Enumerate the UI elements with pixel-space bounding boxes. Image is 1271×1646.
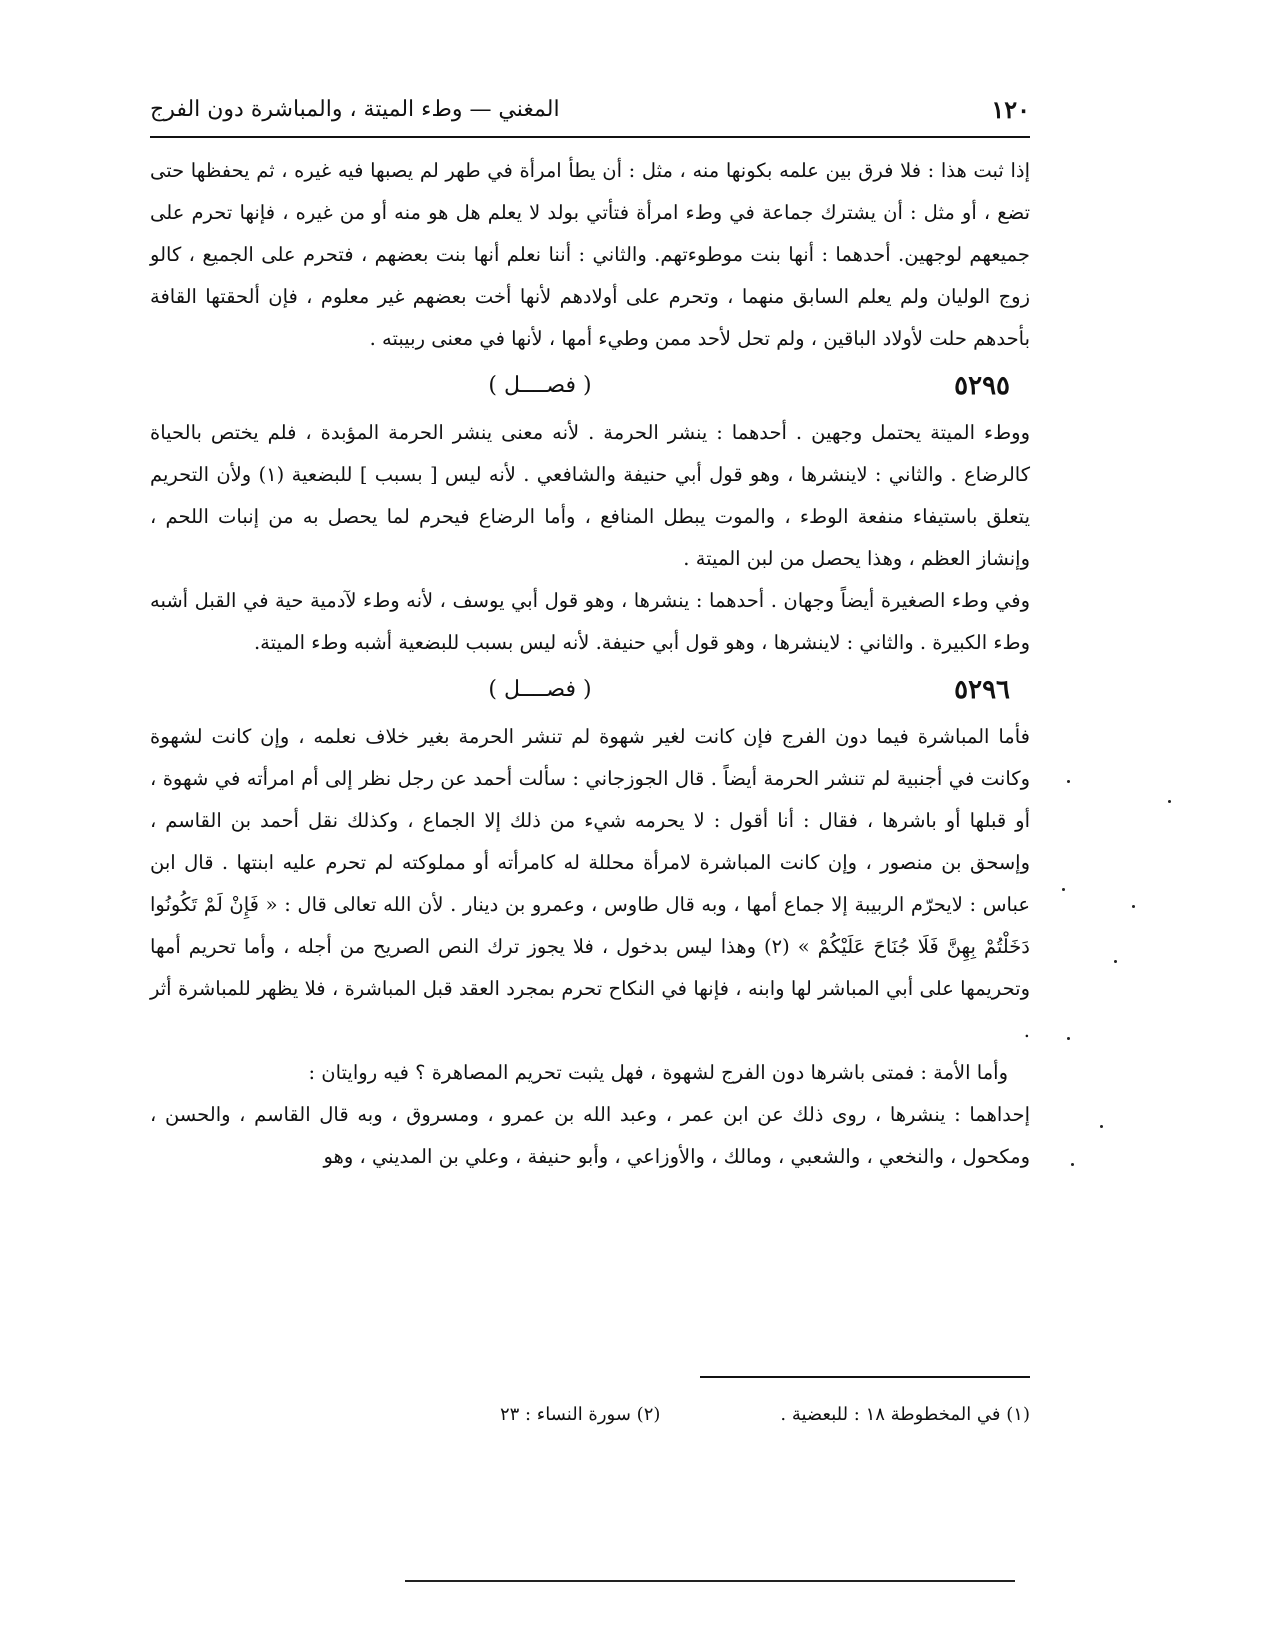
paragraph: وفي وطء الصغيرة أيضاً وجهان . أحدهما : ينشرها ، وهو قول أبي يوسف ، لأنه وطء لآدمية حية في القبل أشبه وطء الكبيرة . والثاني : لاينشرها ، وهو قول أبي حنيفة. لأنه ليس بسبب للبضعية أشبه وطء الميتة. (150, 589, 1030, 654)
scan-speck (1067, 1037, 1070, 1040)
header-title: المغني — وطء الميتة ، والمباشرة دون الفرج (150, 96, 560, 122)
paragraph: وأما الأمة : فمتى باشرها دون الفرج لشهوة ، فهل يثبت تحريم المصاهرة ؟ فيه روايتان : (308, 1061, 1008, 1084)
paragraph: ووطء الميتة يحتمل وجهين . أحدهما : ينشر الحرمة . لأنه معنى ينشر الحرمة المؤبدة ، فلم يختص بالحياة كالرضاع . والثاني : لاينشرها ، وهو قول أبي حنيفة والشافعي . لأنه ليس [ بسبب ] للبضعية (١) ولأن التحريم يتعلق باستيفاء منفعة الوطء ، والموت يبطل المنافع ، وأما الرضاع فيحرم لما يحصل به من إنبات اللحم ، وإنشاز العظم ، وهذا يحصل من لبن الميتة . (150, 421, 1031, 570)
running-header (150, 84, 1030, 134)
scan-speck (1168, 800, 1171, 803)
main-text (150, 150, 1030, 1178)
page-number: ١٢٠ (991, 94, 1030, 124)
paragraph: إحداهما : ينشرها ، روى ذلك عن ابن عمر ، وعبد الله بن عمرو ، ومسروق ، وبه قال القاسم ، والحسن ، ومكحول ، والنخعي ، والشعبي ، ومالك ، والأوزاعي ، وأبو حنيفة ، وعلي بن المديني ، وهو (150, 1103, 1030, 1168)
section-number: ٥٢٩٦ (954, 675, 1010, 705)
scan-speck (1114, 960, 1117, 963)
bottom-rule (405, 1580, 1015, 1582)
footnote: (١) في المخطوطة ١٨ : للبعضية . (780, 1404, 1030, 1425)
section-heading (150, 360, 1030, 412)
scan-speck (1071, 1163, 1074, 1166)
scan-speck (1100, 1125, 1103, 1128)
section-number: ٥٢٩٥ (954, 371, 1010, 401)
section-title: ( فصــــل ) (488, 373, 592, 398)
footnote-rule (700, 1376, 1030, 1378)
scan-speck (1132, 905, 1135, 908)
scan-speck (1062, 888, 1065, 891)
footnotes (350, 1404, 1030, 1425)
header-rule (150, 136, 1030, 138)
paragraph: إذا ثبت هذا : فلا فرق بين علمه بكونها منه ، مثل : أن يطأ امرأة في طهر لم يصبها فيه غيره ، ثم يحفظها حتى تضع ، أو مثل : أن يشترك جماعة في وطء امرأة فتأتي بولد لا يعلم هل هو منه أو من غيره ، فإنها تحرم على جميعهم لوجهين. أحدهما : أنها بنت موطوءتهم. والثاني : أننا نعلم أنها بنت بعضهم ، فتحرم على الجميع ، كالو زوج الوليان ولم يعلم السابق منهما ، وتحرم على أولادهم لأنها أخت بعضهم غير معلوم ، فإن ألحقتها القافة بأحدهم حلت لأولاد الباقين ، ولم تحل لأحد ممن وطيء أمها ، لأنها في معنى ربيبته . (150, 159, 1030, 350)
paragraph: فأما المباشرة فيما دون الفرج فإن كانت لغير شهوة لم تنشر الحرمة بغير خلاف نعلمه ، وإن كانت لشهوة وكانت في أجنبية لم تنشر الحرمة أيضاً . قال الجوزجاني : سألت أحمد عن رجل نظر إلى أم امرأته في شهوة ، أو قبلها أو باشرها ، فقال : أنا أقول : لا يحرمه شيء من ذلك إلا الجماع ، وكذلك نقل أحمد بن القاسم ، وإسحق بن منصور ، وإن كانت المباشرة لامرأة محللة له كامرأته أو مملوكته لم تحرم عليه ابنتها . قال ابن عباس : لايحرّم الربيبة إلا جماع أمها ، وبه قال طاوس ، وعمرو بن دينار . لأن الله تعالى قال : « فَإِنْ لَمْ تَكُونُوا دَخَلْتُمْ بِهِنَّ فَلَا جُنَاحَ عَلَيْكُمْ » (٢) وهذا ليس بدخول ، فلا يجوز ترك النص الصريح من أجله ، وأما تحريم أمها وتحريمها على أبي المباشر لها وابنه ، فإنها في النكاح تحرم بمجرد العقد قبل المباشرة ، فلا يظهر للمباشرة أثر . (150, 725, 1030, 1042)
section-title: ( فصــــل ) (488, 677, 592, 702)
scan-speck (1067, 780, 1070, 783)
footnote: (٢) سورة النساء : ٢٣ (499, 1404, 661, 1425)
section-heading (150, 664, 1030, 716)
